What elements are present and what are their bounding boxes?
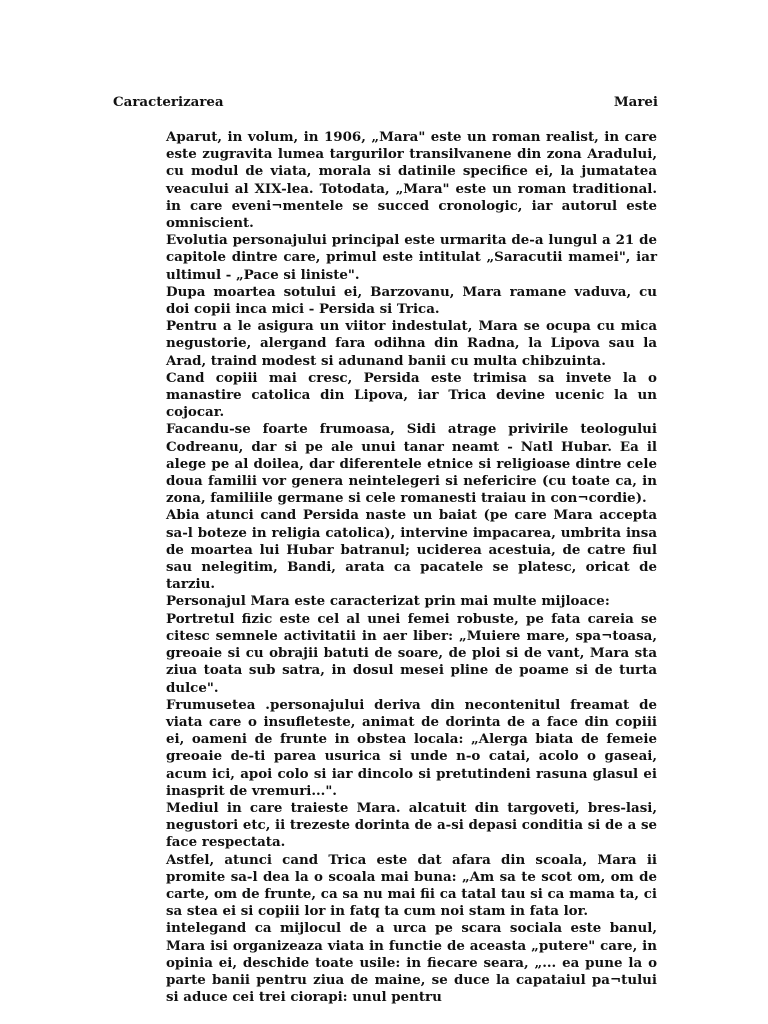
document-header [113, 94, 658, 110]
paragraph: Facandu-se foarte frumoasa, Sidi atrage privirile teologului Codreanu, dar si pe ale unui tanar neamt - Natl Hubar. Ea il alege pe al doilea, dar diferentele etnice si religioase dintre cele doua familii vor genera neintelegeri si nefericire (cu toate ca, in zona, familiile germane si cele romanesti traiau in con¬cordie). [166, 421, 657, 507]
paragraph: Pentru a le asigura un viitor indestulat, Mara se ocupa cu mica negustorie, alergand fara odihna din Radna, la Lipova sau la Arad, traind modest si adunand banii cu multa chibzuinta. [166, 318, 657, 369]
header-title-right: Marei [613, 94, 658, 110]
paragraph: Abia atunci cand Persida naste un baiat (pe care Mara accepta sa-l boteze in religia catolica), intervine impacarea, umbrita insa de moartea lui Hubar batranul; uciderea acestuia, de catre fiul sau nelegitim, Bandi, arata ca pacatele se platesc, oricat de tarziu. [166, 507, 657, 593]
paragraph: intelegand ca mijlocul de a urca pe scara sociala este banul, Mara isi organizeaza viata in functie de aceasta „putere" care, in opinia ei, deschide toate usile: in fiecare seara, „... ea pune la o parte banii pentru ziua de maine, se duce la capataiul pa¬tului si aduce cei trei ciorapi: unul pentru [166, 920, 657, 1006]
paragraph: Dupa moartea sotului ei, Barzovanu, Mara ramane vaduva, cu doi copii inca mici - Persida si Trica. [166, 283, 657, 318]
paragraph: Personajul Mara este caracterizat prin mai multe mijloace: [166, 593, 610, 610]
document-body [166, 129, 657, 1006]
paragraph: Frumusetea .personajului deriva din necontenitul freamat de viata care o insufleteste, animat de dorinta de a face din copiii ei, oameni de frunte in obstea locala: „Alerga biata de femeie greoaie de-ti parea usurica si unde n-o catai, acolo o gaseai, acum ici, apoi colo si iar dincolo si pretutindeni rasuna glasul ei inasprit de vremuri...". [166, 696, 657, 799]
paragraph: Evolutia personajului principal este urmarita de-a lungul a 21 de capitole dintre care, primul este intitulat „Saracutii mamei", iar ultimul - „Pace si liniste". [166, 232, 657, 283]
header-title-left: Caracterizarea [113, 94, 224, 110]
paragraph: Cand copiii mai cresc, Persida este trimisa sa invete la o manastire catolica din Lipova, iar Trica devine ucenic la un cojocar. [166, 369, 657, 421]
paragraph: Astfel, atunci cand Trica este dat afara din scoala, Mara ii promite sa-l dea la o scoala mai buna: „Am sa te scot om, om de carte, om de frunte, ca sa nu mai fii ca tatal tau si ca mama ta, ci sa stea ei si copiii lor in fatq ta cum noi stam in fata lor. [166, 851, 657, 920]
paragraph: Aparut, in volum, in 1906, „Mara" este un roman realist, in care este zugravita lumea targurilor transilvanene din zona Aradului, cu modul de viata, morala si datinile specifice ei, la jumatatea veacului al XIX-lea. Totodata, „Mara" este un roman traditional. in care eveni¬mentele se succed cronologic, iar autorul este omniscient. [166, 129, 657, 232]
paragraph: Mediul in care traieste Mara. alcatuit din targoveti, bres-lasi, negustori etc, ii trezeste dorinta de a-si depasi conditia si de a se face respectata. [166, 799, 657, 851]
paragraph: Portretul fizic este cel al unei femei robuste, pe fata careia se citesc semnele activitatii in aer liber: „Muiere mare, spa¬toasa, greoaie si cu obrajii batuti de soare, de ploi si de vant, Mara sta ziua toata sub satra, in dosul mesei pline de poame si de turta dulce". [166, 610, 657, 696]
